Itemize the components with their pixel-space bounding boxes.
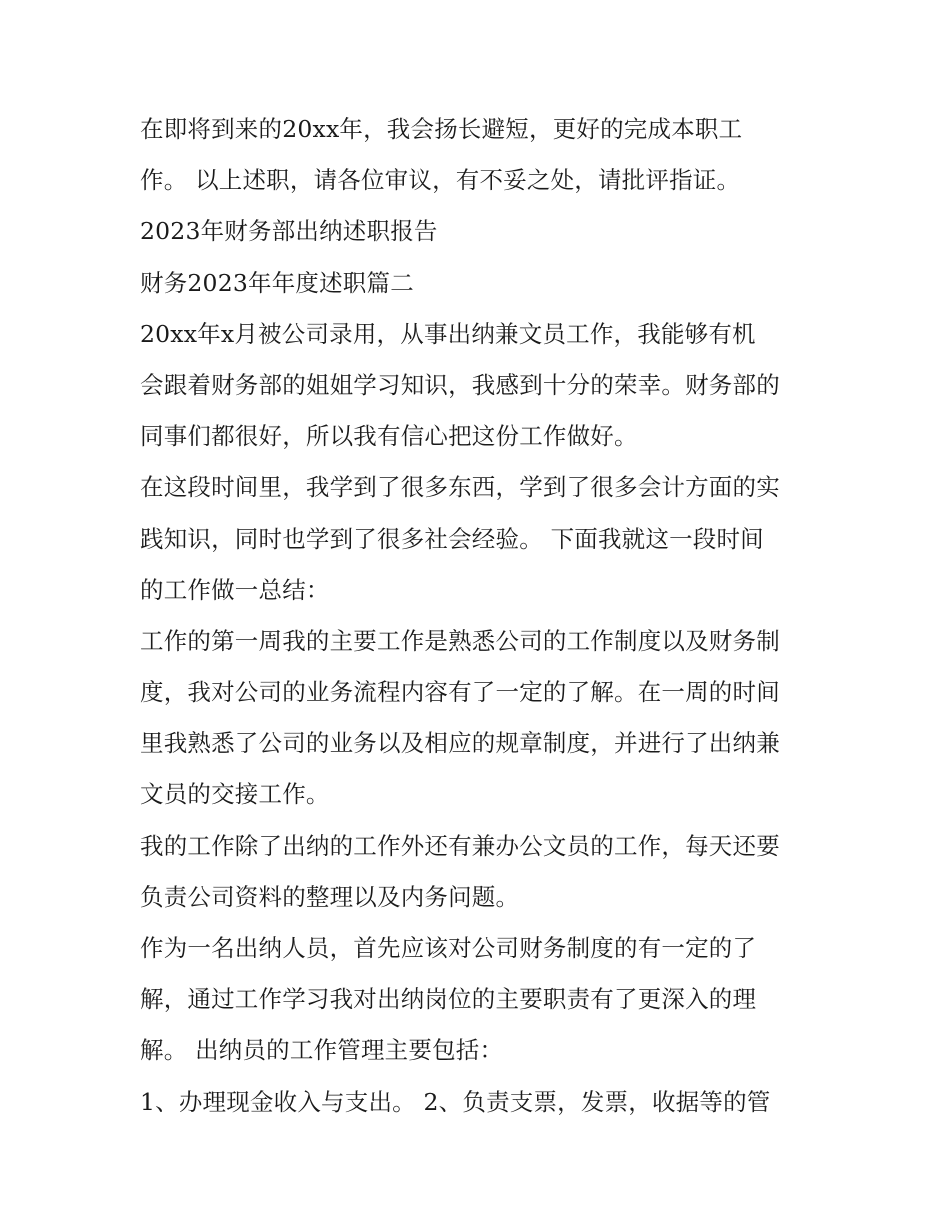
text-line: 同事们都很好，所以我有信心把这份工作做好。: [140, 422, 638, 451]
text-line: 20xx年x月被公司录用，从事出纳兼文员工作，我能够有机: [140, 319, 756, 348]
text-line: 负责公司资料的整理以及内务问题。: [140, 882, 520, 911]
text-line: 1、办理现金收入与支出。 2、负责支票，发票，收据等的管: [140, 1087, 771, 1116]
text-line: 作。 以上述职，请各位审议，有不妥之处，请批评指证。: [140, 166, 741, 195]
text-line: 工作的第一周我的主要工作是熟悉公司的工作制度以及财务制: [140, 626, 780, 655]
text-line: 在即将到来的20xx年，我会扬长避短，更好的完成本职工: [140, 115, 743, 143]
section-subtitle: 财务2023年年度述职篇二: [140, 268, 414, 297]
text-line: 作为一名出纳人员，首先应该对公司财务制度的有一定的了: [140, 934, 757, 962]
text-line: 会跟着财务部的姐姐学习知识，我感到十分的荣幸。财务部的: [140, 370, 780, 399]
text-line: 解，通过工作学习我对出纳岗位的主要职责有了更深入的理: [140, 985, 757, 1014]
text-line: 我的工作除了出纳的工作外还有兼办公文员的工作，每天还要: [140, 831, 780, 860]
text-line: 度，我对公司的业务流程内容有了一定的了解。在一周的时间: [140, 678, 780, 707]
text-line: 的工作做一总结：: [140, 575, 330, 604]
text-line: 解。 出纳员的工作管理主要包括：: [140, 1036, 504, 1065]
text-line: 文员的交接工作。: [140, 780, 330, 809]
text-line: 在这段时间里，我学到了很多东西，学到了很多会计方面的实: [140, 473, 780, 502]
document-body: [140, 104, 820, 1128]
section-title: 2023年财务部出纳述职报告: [140, 217, 438, 246]
text-line: 里我熟悉了公司的业务以及相应的规章制度，并进行了出纳兼: [140, 729, 780, 758]
text-line: 践知识，同时也学到了很多社会经验。 下面我就这一段时间: [140, 524, 764, 553]
